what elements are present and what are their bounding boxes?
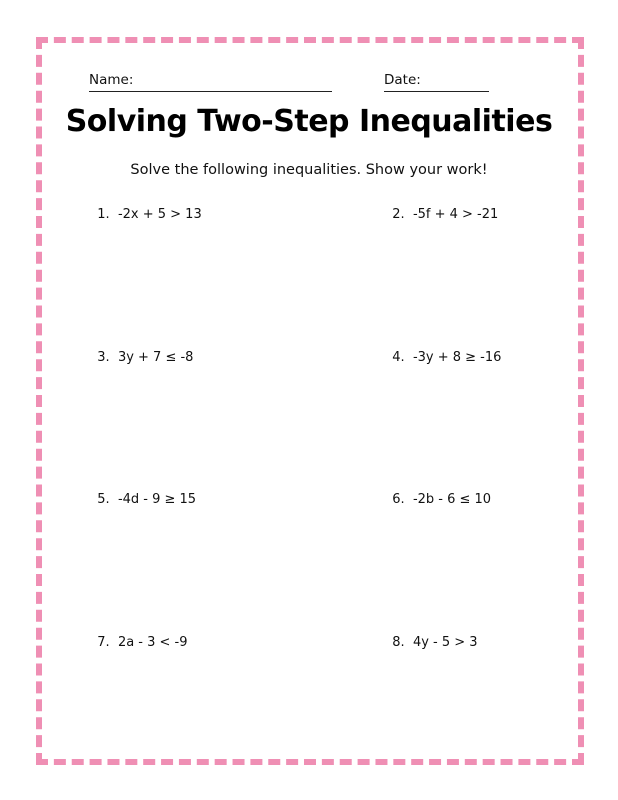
problem-number: 5. <box>97 492 110 507</box>
name-label: Name: <box>89 72 134 88</box>
problem-7 <box>89 620 188 650</box>
problem-number: 4. <box>392 350 405 365</box>
problem-2 <box>384 192 498 222</box>
problem-expression: -2b - 6 ≤ 10 <box>412 492 492 507</box>
problem-6 <box>384 477 491 507</box>
problem-number: 7. <box>97 635 110 650</box>
problem-5 <box>89 477 196 507</box>
problem-number: 8. <box>392 635 405 650</box>
problem-1 <box>89 192 202 222</box>
problem-expression: 4y - 5 > 3 <box>412 635 478 650</box>
problem-8 <box>384 620 478 650</box>
problem-expression: -5f + 4 > -21 <box>412 207 499 222</box>
problem-number: 6. <box>392 492 405 507</box>
dashed-page-border <box>36 37 584 765</box>
problem-expression: -3y + 8 ≥ -16 <box>412 350 502 365</box>
problem-number: 3. <box>97 350 110 365</box>
problem-number: 2. <box>392 207 405 222</box>
date-label: Date: <box>384 72 421 88</box>
worksheet-instructions: Solve the following inequalities. Show your work! <box>130 162 488 178</box>
worksheet-title: Solving Two-Step Inequalities <box>65 104 553 139</box>
problem-expression: -2x + 5 > 13 <box>117 207 202 222</box>
problem-3 <box>89 335 193 365</box>
problem-expression: 3y + 7 ≤ -8 <box>117 350 194 365</box>
problem-expression: -4d - 9 ≥ 15 <box>117 492 197 507</box>
problem-4 <box>384 335 501 365</box>
date-field[interactable] <box>384 72 489 92</box>
problem-expression: 2a - 3 < -9 <box>117 635 188 650</box>
problem-number: 1. <box>97 207 110 222</box>
name-field[interactable] <box>89 72 332 92</box>
